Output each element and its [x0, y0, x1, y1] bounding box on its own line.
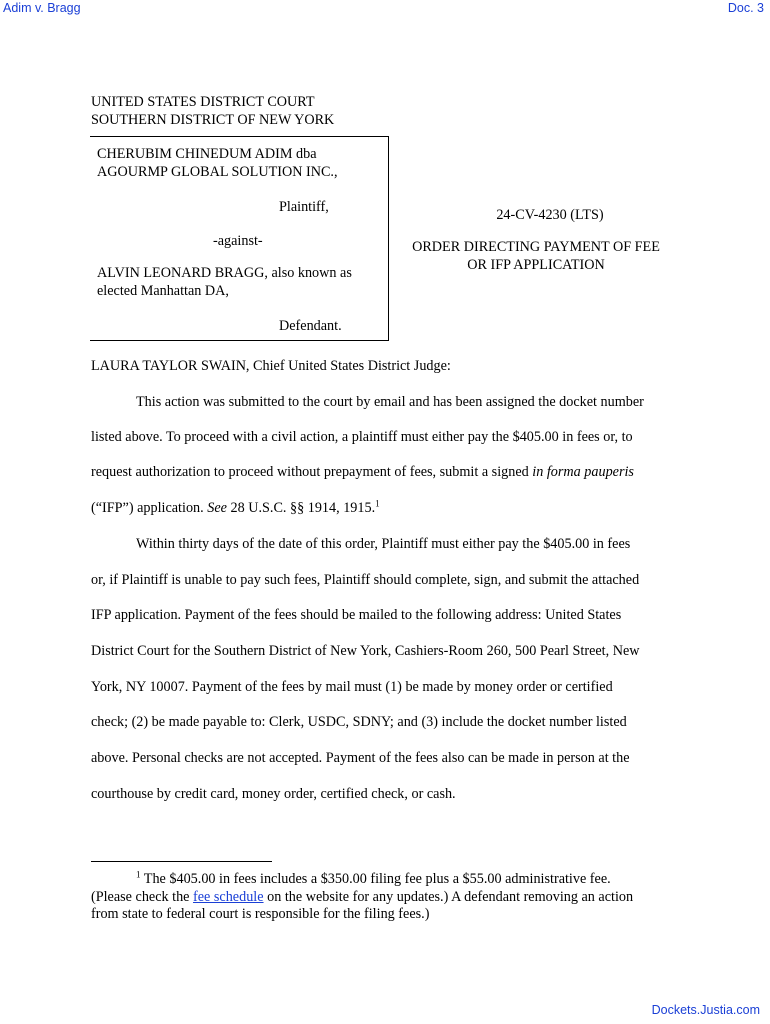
footnote-line1-text: The $405.00 in fees includes a $350.00 filing fee plus a $55.00 administrative fee.: [140, 871, 611, 887]
defendant-name-line2: elected Manhattan DA,: [97, 283, 229, 299]
plaintiff-name-line2: AGOURMP GLOBAL SOLUTION INC.,: [97, 164, 338, 180]
footnote-line2: [91, 889, 633, 906]
para2-line7: above. Personal checks are not accepted. Payment of the fees also can be made in person at the: [91, 750, 630, 766]
para1-line1: This action was submitted to the court by email and has been assigned the docket number: [136, 394, 644, 410]
plaintiff-role: Plaintiff,: [279, 199, 329, 215]
case-title-link[interactable]: Adim v. Bragg: [3, 1, 81, 15]
defendant-name-line1: ALVIN LEONARD BRAGG, also known as: [97, 265, 352, 281]
para1-line4: [91, 500, 380, 517]
para2-line8: courthouse by credit card, money order, certified check, or cash.: [91, 786, 456, 802]
document-number-link[interactable]: Doc. 3: [727, 1, 764, 15]
footnote-number: 1: [136, 869, 141, 880]
footnote-line2-rest: on the website for any updates.) A defendant removing an action: [263, 889, 634, 905]
defendant-role: Defendant.: [279, 318, 342, 334]
against-label: -against-: [213, 233, 263, 249]
footnote-line2-text: (Please check the: [91, 889, 194, 905]
plaintiff-name-line1: CHERUBIM CHINEDUM ADIM dba: [97, 146, 317, 162]
footnote-ref[interactable]: 1: [375, 498, 380, 509]
see-signal: See: [207, 500, 227, 516]
para2-line6: check; (2) be made payable to: Clerk, USDC, SDNY; and (3) include the docket number listed: [91, 714, 627, 730]
order-title: [398, 238, 674, 274]
para2-line4: District Court for the Southern District of New York, Cashiers-Room 260, 500 Pearl Street, New: [91, 643, 640, 659]
justia-dockets-link[interactable]: Dockets.Justia.com: [651, 1003, 760, 1017]
defendant-name: [97, 264, 352, 300]
ifp-term: in forma pauperis: [532, 464, 634, 480]
court-name: [91, 93, 334, 129]
footnote-line1: [136, 871, 611, 888]
para1-line4-citation: 28 U.S.C. §§ 1914, 1915.: [226, 500, 376, 516]
footnote-divider: [91, 861, 272, 862]
footnote-line3: from state to federal court is responsible for the filing fees.): [91, 906, 430, 922]
judge-line: LAURA TAYLOR SWAIN, Chief United States District Judge:: [91, 358, 451, 374]
court-name-line1: UNITED STATES DISTRICT COURT: [91, 94, 315, 110]
para1-line4-text: (“IFP”) application.: [91, 500, 208, 516]
para2-line3: IFP application. Payment of the fees should be mailed to the following address: United States: [91, 607, 622, 623]
para2-line1: Within thirty days of the date of this order, Plaintiff must either pay the $405.00 in fees: [136, 536, 631, 552]
order-title-line1: ORDER DIRECTING PAYMENT OF FEE: [412, 239, 660, 255]
order-title-line2: OR IFP APPLICATION: [467, 257, 605, 273]
fee-schedule-link[interactable]: fee schedule: [193, 889, 264, 905]
court-name-line2: SOUTHERN DISTRICT OF NEW YORK: [91, 112, 335, 128]
para1-line2: listed above. To proceed with a civil action, a plaintiff must either pay the $405.00 in fees or, to: [91, 429, 633, 445]
para1-line3: [91, 464, 634, 481]
case-number: 24-CV-4230 (LTS): [496, 207, 604, 223]
para2-line2: or, if Plaintiff is unable to pay such fees, Plaintiff should complete, sign, and submit the attached: [91, 572, 640, 588]
para1-line3-text: request authorization to proceed without prepayment of fees, submit a signed: [91, 464, 533, 480]
para2-line5: York, NY 10007. Payment of the fees by mail must (1) be made by money order or certified: [91, 679, 613, 695]
plaintiff-name: [97, 145, 338, 181]
